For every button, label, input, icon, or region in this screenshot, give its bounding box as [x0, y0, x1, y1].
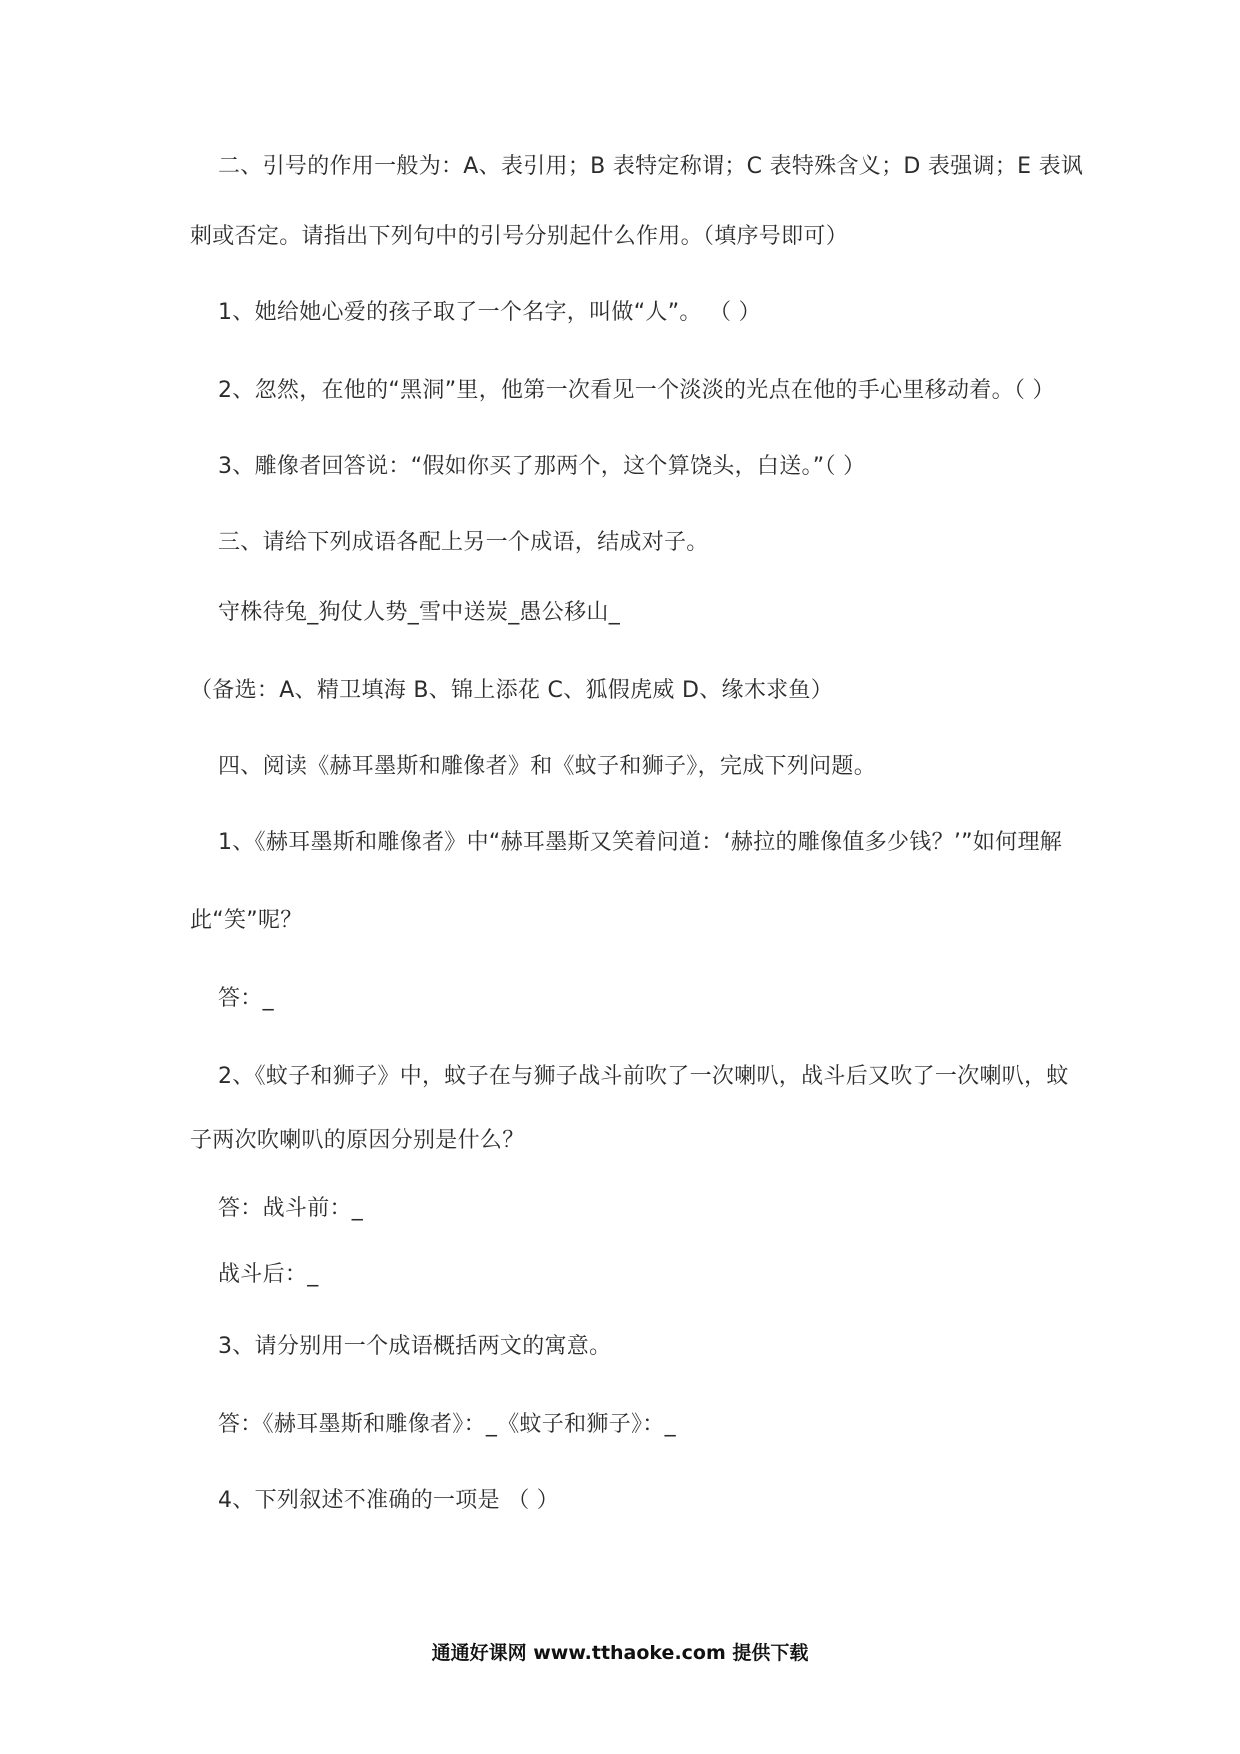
answer-4-3: 答：《赫耳墨斯和雕像者》：_《蚊子和狮子》：_ [218, 1412, 676, 1437]
answer-4-2-before: 答：战斗前：_ [218, 1196, 364, 1221]
section-2-instruction-line-2: 刺或否定。请指出下列句中的引号分别起什么作用。（填序号即可） [190, 224, 849, 249]
idiom-list: 守株待兔_狗仗人势_雪中送炭_愚公移山_ [218, 600, 621, 625]
question-4-2-line-2: 子两次吹喇叭的原因分别是什么？ [190, 1128, 525, 1153]
idiom-options: （备选：A、精卫填海 B、锦上添花 C、狐假虎威 D、缘木求鱼） [190, 678, 834, 703]
question-4-4: 4、下列叙述不准确的一项是 （ ） [218, 1488, 560, 1513]
section-4-instruction: 四、阅读《赫耳墨斯和雕像者》和《蚊子和狮子》，完成下列问题。 [218, 754, 877, 779]
section-2-instruction-line-1: 二、引号的作用一般为：A、表引用；B 表特定称谓；C 表特殊含义；D 表强调；E 表讽 [218, 154, 1084, 179]
page-footer: 通通好课网 www.tthaoke.com 提供下载 [431, 1642, 809, 1664]
question-4-1-line-1: 1、《赫耳墨斯和雕像者》中“赫耳墨斯又笑着问道：‘赫拉的雕像值多少钱？’”如何理解 [218, 830, 1063, 855]
question-2-3: 3、雕像者回答说：“假如你买了那两个，这个算饶头，白送。”（ ） [218, 454, 866, 479]
question-4-2-line-1: 2、《蚊子和狮子》中，蚊子在与狮子战斗前吹了一次喇叭，战斗后又吹了一次喇叭，蚊 [218, 1064, 1069, 1089]
section-3-instruction: 三、请给下列成语各配上另一个成语，结成对子。 [218, 530, 709, 555]
question-2-2: 2、忽然，在他的“黑洞”里，他第一次看见一个淡淡的光点在他的手心里移动着。（ ） [218, 378, 1055, 403]
answer-4-1: 答：_ [218, 986, 274, 1011]
answer-4-2-after: 战斗后：_ [218, 1262, 319, 1287]
question-4-3: 3、请分别用一个成语概括两文的寓意。 [218, 1334, 612, 1359]
question-2-1: 1、她给她心爱的孩子取了一个名字，叫做“人”。 （ ） [218, 300, 761, 325]
question-4-1-line-2: 此“笑”呢？ [190, 908, 303, 933]
